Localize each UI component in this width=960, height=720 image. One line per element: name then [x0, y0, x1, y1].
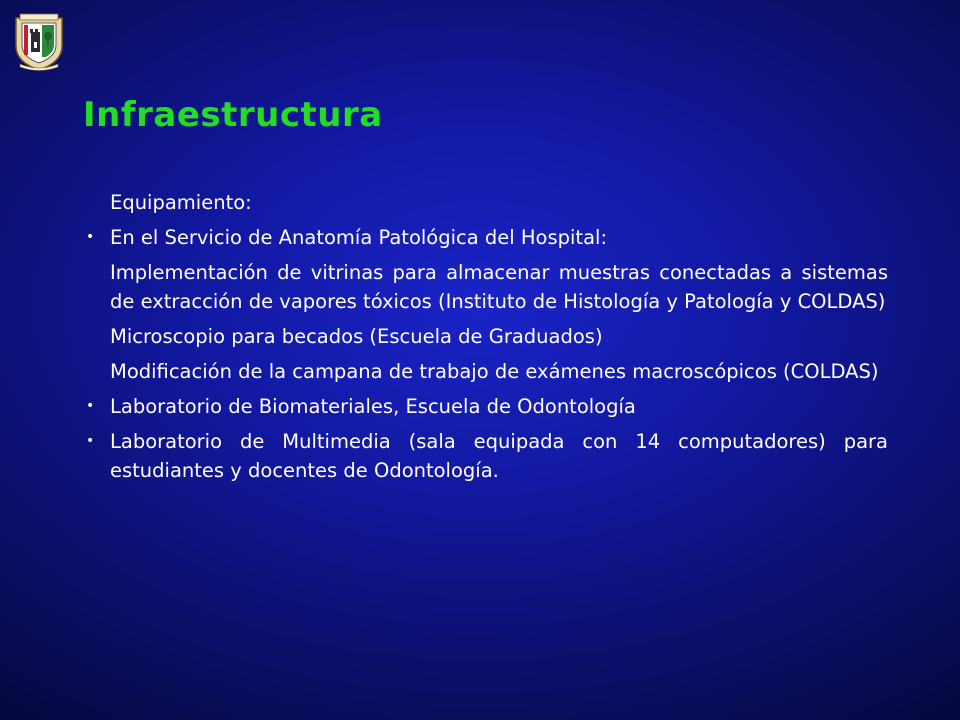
slide-title: Infraestructura	[83, 95, 383, 135]
list-item	[80, 223, 888, 252]
list-item	[80, 188, 888, 217]
list-item-text: Modificación de la campana de trabajo de exámenes macroscópicos (COLDAS)	[110, 360, 879, 383]
list-item	[80, 258, 888, 316]
slide-body	[80, 188, 888, 491]
list-item	[80, 322, 888, 351]
list-item	[80, 392, 888, 421]
university-crest-icon	[12, 12, 66, 72]
list-item-text: Implementación de vitrinas para almacenar muestras conectadas a sistemas de extracción de vapores tóxicos (Instituto de Histología y Patología y COLDAS)	[110, 261, 888, 313]
list-item-text: En el Servicio de Anatomía Patológica del Hospital:	[110, 226, 608, 249]
bullet-icon: •	[86, 433, 95, 449]
list-item-text: Laboratorio de Multimedia (sala equipada con 14 computadores) para estudiantes y docentes de Odontología.	[110, 430, 888, 482]
bullet-icon: •	[86, 398, 95, 414]
list-item-text: Laboratorio de Biomateriales, Escuela de Odontología	[110, 395, 636, 418]
list-item	[80, 427, 888, 485]
list-item-text: Microscopio para becados (Escuela de Graduados)	[110, 325, 603, 348]
list-item	[80, 357, 888, 386]
list-item-text: Equipamiento:	[110, 191, 252, 214]
bullet-icon: •	[86, 229, 95, 245]
